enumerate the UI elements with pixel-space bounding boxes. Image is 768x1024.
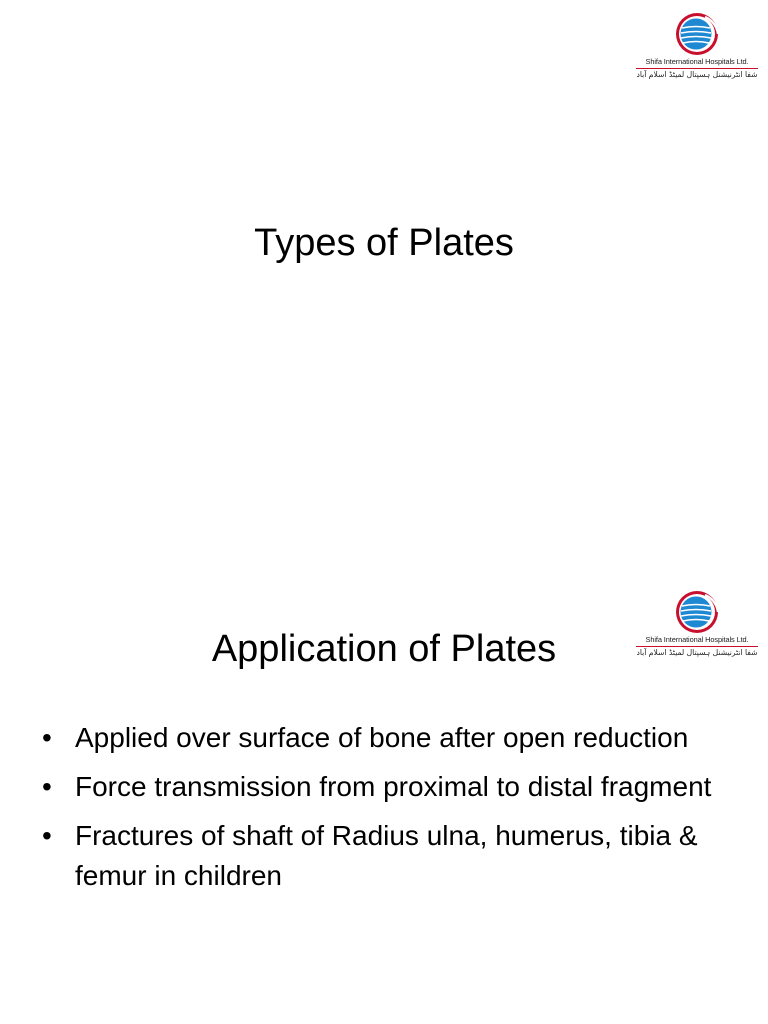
logo-english-name: Shifa International Hospitals Ltd. (645, 57, 749, 66)
logo-urdu-name: شفا انٹرنیشنل ہسپتال لمیٹڈ اسلام آباد (636, 648, 758, 657)
slide-title: Application of Plates (211, 628, 557, 670)
bullet-text: Applied over surface of bone after open reduction (75, 722, 689, 753)
bullet-item (40, 816, 720, 896)
logo-urdu-name: شفا انٹرنیشنل ہسپتال لمیٹڈ اسلام آباد (636, 70, 758, 79)
logo-english-name: Shifa International Hospitals Ltd. (645, 635, 749, 644)
bullet-item (40, 718, 720, 758)
slide-title: Types of Plates (254, 222, 514, 264)
bullet-text: Fractures of shaft of Radius ulna, humerus, tibia & femur in children (75, 820, 698, 891)
bullet-dot-icon: • (42, 722, 52, 753)
bullet-text: Force transmission from proximal to distal fragment (75, 771, 712, 802)
hospital-logo (632, 12, 762, 92)
bullet-dot-icon: • (42, 771, 52, 802)
bullet-item (40, 767, 720, 807)
bullet-list (40, 718, 720, 905)
bullet-dot-icon: • (42, 820, 52, 851)
globe-logo-icon (675, 12, 719, 56)
slide-application-of-plates (0, 578, 768, 1024)
logo-divider (636, 68, 758, 69)
